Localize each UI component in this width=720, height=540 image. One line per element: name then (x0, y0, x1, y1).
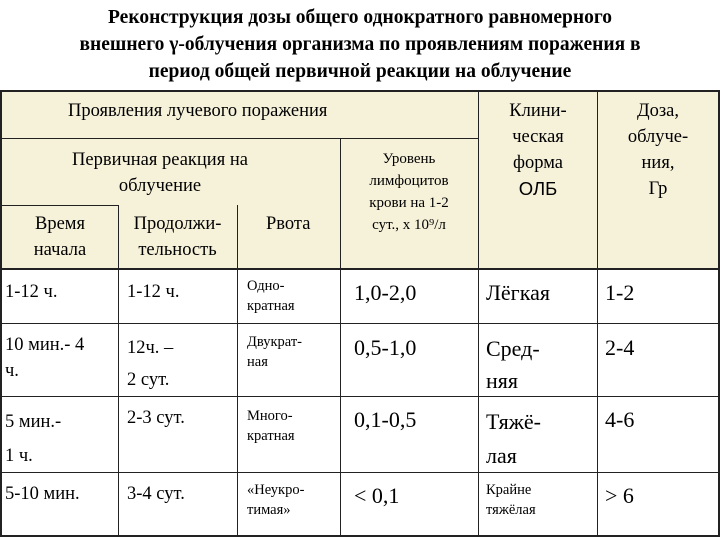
col-divider-form (597, 90, 598, 537)
header-dose-line-4: Гр (648, 179, 668, 199)
col-divider-left (0, 90, 2, 537)
header-lymphocytes (342, 148, 476, 236)
row1-duration: 1-12 ч. (127, 282, 180, 302)
header-clinical-form (480, 98, 596, 202)
row2-lymphocytes: 0,5-1,0 (354, 335, 417, 360)
row3-onset (5, 405, 61, 473)
row2-onset-line-2: ч. (5, 361, 19, 381)
row2-duration-line-2: 2 сут. (127, 370, 170, 390)
row3-vomit-line-2: кратная (247, 428, 295, 444)
header-duration-line-1: Продолжи- (133, 214, 222, 234)
header-lymph-line-3: крови на 1-2 (369, 195, 449, 211)
title-line-2: внешнего γ-облучения организма по проявлениям поражения в (79, 34, 641, 55)
header-primary-line-2: облучение (118, 176, 202, 196)
header-form-line-1: Клини- (509, 101, 567, 121)
row1-onset: 1-12 ч. (5, 282, 58, 302)
table-top-border (0, 90, 720, 92)
header-vomit: Рвота (266, 214, 311, 234)
row2-vomit (247, 332, 302, 372)
row3-form-line-2: лая (486, 443, 517, 468)
row1-clinical-form: Лёгкая (486, 280, 550, 305)
header-duration (120, 211, 235, 263)
header-lymph-line-1: Уровень (382, 151, 436, 167)
row2-duration-line-1: 12ч. – (127, 338, 174, 358)
row4-form-line-2: тяжёлая (486, 502, 536, 518)
row4-clinical-form (486, 480, 536, 520)
row4-vomit (247, 480, 304, 520)
slide-title (0, 4, 720, 85)
header-primary-line-1: Первичная реакция на (72, 150, 248, 170)
row4-duration: 3-4 сут. (127, 484, 185, 504)
row4-lymphocytes: < 0,1 (354, 483, 400, 508)
title-line-3: период общей первичной реакции на облучение (148, 61, 572, 82)
header-onset-line-2: начала (33, 240, 87, 260)
row1-vomit-line-2: кратная (247, 298, 295, 314)
header-dose-line-1: Доза, (636, 101, 679, 121)
header-dose-line-3: ния, (641, 153, 675, 173)
row4-dose: > 6 (605, 483, 634, 508)
row2-onset (5, 332, 84, 384)
row3-duration: 2-3 сут. (127, 408, 185, 428)
row2-dose: 2-4 (605, 335, 635, 360)
row1-dose: 1-2 (605, 280, 635, 305)
row-divider-2 (0, 396, 720, 397)
row4-vomit-line-2: тимая» (247, 502, 291, 518)
row1-vomit (247, 276, 295, 316)
col-divider-vomit (340, 138, 341, 537)
row2-vomit-line-2: ная (247, 354, 268, 370)
header-form-line-3: форма (513, 153, 563, 173)
row2-clinical-form (486, 333, 540, 397)
row-divider-1 (0, 323, 720, 324)
row3-vomit (247, 406, 295, 446)
col-divider-onset (118, 205, 119, 537)
header-dose (599, 98, 717, 202)
header-divider (0, 138, 478, 139)
header-primary-reaction (30, 147, 290, 199)
row1-lymphocytes: 1,0-2,0 (354, 280, 417, 305)
col-divider-duration (237, 205, 238, 537)
col-divider-lymph (478, 90, 479, 537)
row2-duration (127, 332, 173, 396)
header-bottom-border (0, 268, 720, 270)
header-form-line-4: ОЛБ (518, 178, 558, 199)
header-form-line-2: ческая (512, 127, 564, 147)
header-dose-line-2: облуче- (627, 127, 689, 147)
row3-clinical-form (486, 405, 541, 473)
row2-form-line-2: няя (486, 368, 519, 393)
header-onset-line-1: Время (34, 214, 86, 234)
row4-onset: 5-10 мин. (5, 484, 80, 504)
row2-vomit-line-1: Двукрат- (247, 334, 303, 350)
header-duration-line-2: тельность (138, 240, 217, 260)
row3-dose: 4-6 (605, 407, 635, 432)
row2-form-line-1: Сред- (486, 336, 540, 361)
row3-lymphocytes: 0,1-0,5 (354, 407, 417, 432)
header-lymph-line-4: сут., х 10⁹/л (372, 217, 446, 233)
row3-onset-line-1: 5 мин.- (5, 412, 62, 432)
title-line-1: Реконструкция дозы общего однократного равномерного (108, 7, 612, 28)
header-lymph-line-2: лимфоцитов (369, 173, 449, 189)
row4-vomit-line-1: «Неукро- (247, 482, 305, 498)
header-manifestations: Проявления лучевого поражения (68, 101, 328, 121)
header-onset-time (5, 211, 115, 263)
table-bottom-border (0, 535, 720, 537)
row3-vomit-line-1: Много- (247, 408, 293, 424)
primary-reaction-divider (0, 205, 118, 206)
row3-onset-line-2: 1 ч. (5, 446, 33, 466)
row-divider-3 (0, 472, 720, 473)
row1-vomit-line-1: Одно- (247, 278, 285, 294)
row4-form-line-1: Крайне (486, 482, 532, 498)
row2-onset-line-1: 10 мин.- 4 (5, 335, 85, 355)
row3-form-line-1: Тяжё- (486, 409, 542, 434)
